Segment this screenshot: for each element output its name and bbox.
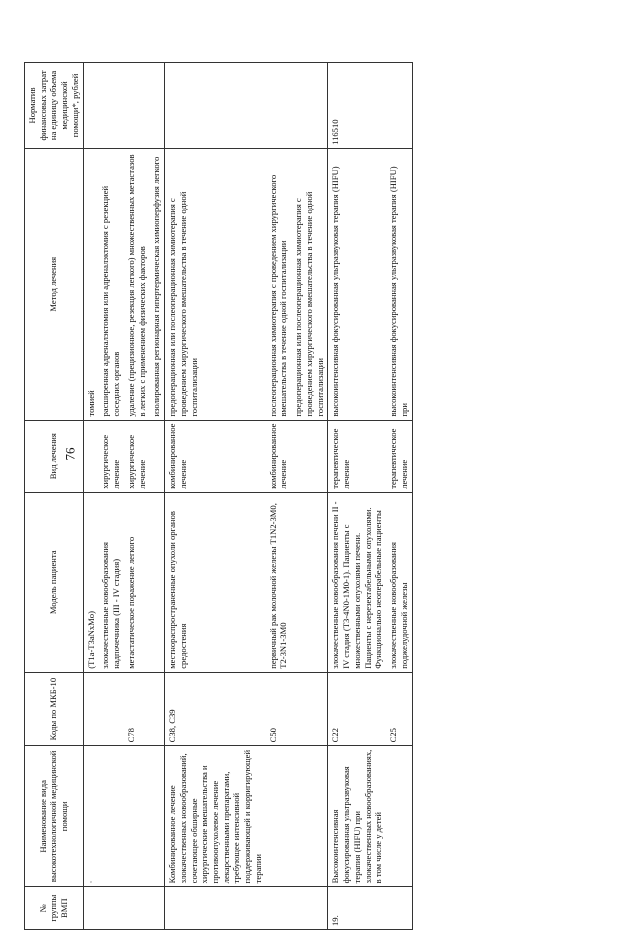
cell-patient-model: [291, 492, 328, 672]
cell-group-number: [98, 887, 123, 930]
cell-icd-code: C50: [266, 672, 291, 746]
cell-group-number: [83, 887, 98, 930]
cell-treatment-method: послеоперационная химиотерапия с проведением хирургического вмешательства в течение одной госпитализации: [266, 148, 291, 420]
cell-patient-model: злокачественные новообразования поджелудочной железы: [386, 492, 412, 672]
cell-vmp-name: [149, 746, 164, 887]
treatment-table-container: [24, 62, 607, 930]
cell-group-number: 19.: [328, 887, 386, 930]
cell-patient-model: первичный рак молочной железы T1N2-3M0, T2-3N1-3M0: [266, 492, 291, 672]
cell-cost-norm: [266, 63, 291, 149]
table-header-row: [25, 63, 84, 930]
cell-patient-model: метастатическое поражение легкого: [124, 492, 149, 672]
table-row: [149, 63, 164, 930]
header-cost-norm: Норматив финансовых затрат на единицу объема медицинской помощи*, рублей: [25, 63, 84, 149]
cell-treatment-type: терапевтическое лечение: [328, 420, 386, 492]
cell-patient-model: злокачественные новообразования надпочечника (III - IV стадия): [98, 492, 123, 672]
table-row: [98, 63, 123, 930]
cell-treatment-type: [83, 420, 98, 492]
header-group-number: № группы ВМП: [25, 887, 84, 930]
cell-vmp-name: [124, 746, 149, 887]
cell-treatment-method: удаление (прецизионное, резекция легкого) множественных метастазов в легких с применением физических факторов: [124, 148, 149, 420]
cell-patient-model: злокачественные новообразования печени II - IV стадия (T3-4N0-1M0-1). Пациенты с множественными опухолями печени. Пациенты с нерезектабельными опухолями. Функционально неоперабельные пациенты: [328, 492, 386, 672]
header-treatment-type: Вид лечения: [25, 420, 84, 492]
cell-vmp-name: [266, 746, 291, 887]
table-row: [386, 63, 412, 930]
cell-treatment-method: томией: [83, 148, 98, 420]
table-row: [83, 63, 98, 930]
table-row: [291, 63, 328, 930]
cell-group-number: [165, 887, 266, 930]
cell-treatment-method: высокоинтенсивная фокусированная ультразвуковая терапия (HIFU): [328, 148, 386, 420]
header-patient-model: Модель пациента: [25, 492, 84, 672]
table-row: [124, 63, 149, 930]
header-icd-codes: Коды по МКБ-10: [25, 672, 84, 746]
cell-treatment-type: комбинированное лечение: [266, 420, 291, 492]
cell-icd-code: C78: [124, 672, 149, 746]
page-number: 76: [62, 447, 78, 461]
cell-treatment-method: расширенная адреналэктомия или адреналэктомия с резекцией соседних органов: [98, 148, 123, 420]
header-vmp-name: Наименование вида высокотехнологичной медицинской помощи: [25, 746, 84, 887]
cell-cost-norm: [165, 63, 266, 149]
cell-treatment-type: комбинированное лечение: [165, 420, 266, 492]
cell-vmp-name: [98, 746, 123, 887]
cell-treatment-type: [149, 420, 164, 492]
cell-group-number: [124, 887, 149, 930]
cell-icd-code: [98, 672, 123, 746]
cell-treatment-method: предоперационная или послеоперационная химиотерапия с проведением хирургического вмешательства в течение одной госпитализации: [165, 148, 266, 420]
header-treatment-method: Метод лечения: [25, 148, 84, 420]
cell-cost-norm: [149, 63, 164, 149]
cell-treatment-type: хирургическое лечение: [98, 420, 123, 492]
cell-vmp-name: Комбинированное лечение злокачественных новообразований, сочетающее обширные хирургические вмешательства и противоопухолевое лечение лекарственными препаратами, требующее интенсивной поддерживающей и корригирующей терапии: [165, 746, 266, 887]
cell-icd-code: C38, C39: [165, 672, 266, 746]
cell-treatment-method: изолированная регионарная гипертермическая химиоперфузия легкого: [149, 148, 164, 420]
cell-vmp-name: [386, 746, 412, 887]
cell-patient-model: (T1a-T3aNxMo): [83, 492, 98, 672]
cell-group-number: [266, 887, 291, 930]
cell-group-number: [386, 887, 412, 930]
cell-treatment-method: предоперационная или послеоперационная химиотерапия с проведением хирургического вмешательства в течение одной госпитализации: [291, 148, 328, 420]
treatment-table: [24, 62, 413, 930]
cell-treatment-method: высокоинтенсивная фокусированная ультразвуковая терапия (HIFU) при: [386, 148, 412, 420]
cell-patient-model: местнораспространенные опухоли органов средостения: [165, 492, 266, 672]
cell-icd-code: C22: [328, 672, 386, 746]
cell-cost-norm: [83, 63, 98, 149]
cell-cost-norm: [386, 63, 412, 149]
cell-treatment-type: хирургическое лечение: [124, 420, 149, 492]
cell-cost-norm: [291, 63, 328, 149]
cell-icd-code: [83, 672, 98, 746]
cell-vmp-name: Высокоинтенсивная фокусированная ультразвуковая терапия (HIFU) при злокачественных новообразованиях, в том числе у детей: [328, 746, 386, 887]
cell-vmp-name: [291, 746, 328, 887]
table-row: [328, 63, 386, 930]
cell-icd-code: [149, 672, 164, 746]
table-body: [83, 63, 412, 930]
cell-treatment-type: терапевтическое лечение: [386, 420, 412, 492]
cell-icd-code: [291, 672, 328, 746]
cell-cost-norm: [98, 63, 123, 149]
cell-cost-norm: 116510: [328, 63, 386, 149]
table-row: [165, 63, 266, 930]
cell-vmp-name: ·: [83, 746, 98, 887]
cell-icd-code: C25: [386, 672, 412, 746]
cell-patient-model: [149, 492, 164, 672]
cell-group-number: [149, 887, 164, 930]
cell-treatment-type: [291, 420, 328, 492]
cell-group-number: [291, 887, 328, 930]
cell-cost-norm: [124, 63, 149, 149]
table-row: [266, 63, 291, 930]
